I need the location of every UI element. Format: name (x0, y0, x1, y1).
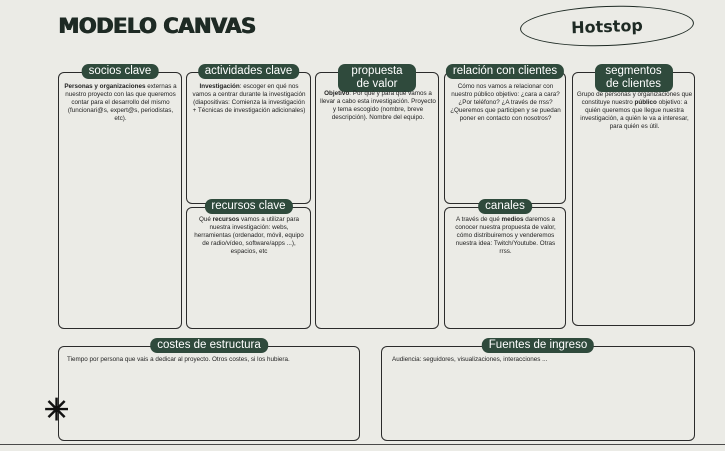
propuesta-valor-text (318, 90, 438, 122)
footer-divider (0, 444, 725, 445)
costes-estructura-box (58, 339, 360, 441)
recursos-clave-bold: recursos (212, 216, 240, 223)
recursos-clave-text (191, 216, 307, 256)
canales-bold: medios (501, 216, 524, 223)
page-title: MODELO CANVAS (58, 14, 256, 38)
actividades-clave-label: actividades clave (198, 64, 300, 79)
canales-pre: A través de qué (455, 216, 502, 223)
fuentes-ingreso-text: Audiencia: seguidores, visualizaciones, interacciones ... (392, 356, 548, 363)
propuesta-valor-box (315, 65, 439, 329)
brand-name: Hotstop (570, 15, 644, 37)
costes-estructura-label: costes de estructura (150, 338, 268, 353)
propuesta-valor-label: propuesta de valor (338, 64, 416, 92)
fuentes-ingreso-label: Fuentes de ingreso (482, 338, 594, 353)
segmentos-clientes-box (572, 65, 695, 326)
canales-box (444, 200, 566, 329)
segmentos-clientes-desc: objetivo: a quién queremos que llegue nuestra investigación, a quién le va a interesar, para quién es útil. (580, 99, 689, 130)
recursos-clave-label: recursos clave (204, 199, 292, 214)
recursos-clave-box (186, 200, 311, 329)
recursos-clave-desc: vamos a utilizar para nuestra investigación: webs, herramientas (ordenador, móvil, equipo de radio/vídeo, software/apps ...), espacios, etc (194, 216, 304, 255)
socios-clave-bold: Personas y organizaciones (64, 83, 146, 90)
socios-clave-label: socios clave (82, 64, 159, 79)
costes-estructura-text: Tiempo por persona que vais a dedicar al proyecto. Otros costes, si los hubiera. (67, 356, 290, 363)
asterisk-decoration-icon: ✳ (44, 394, 70, 427)
canales-label: canales (478, 199, 532, 214)
segmentos-clientes-bold: público (634, 99, 657, 106)
fuentes-ingreso-box (381, 339, 695, 441)
actividades-clave-box (186, 65, 311, 204)
segmentos-clientes-pre: Grupo de personas y organizaciones que constituye nuestro (576, 91, 693, 106)
recursos-clave-pre: Qué (198, 216, 213, 223)
relacion-clientes-label: relación con clientes (446, 64, 564, 79)
socios-clave-desc: externas a nuestro proyecto con las que queremos contar para el desarrollo del mismo (funcionari@s, expert@s, periodistas, etc). (65, 83, 177, 122)
propuesta-valor-bold: Objetivo (324, 90, 350, 97)
brand-oval (519, 3, 694, 49)
actividades-clave-text (191, 83, 307, 115)
canales-desc: daremos a conocer nuestra propuesta de valor, cómo distribuiremos y venderemos nuestra idea: Twitch/Youtube. Otras rrss. (455, 216, 556, 255)
relacion-clientes-text: Cómo nos vamos a relacionar con nuestro público objetivo: ¿cara a cara? ¿Por teléfono? ¿A través de rrss? ¿Queremos que participen y se puedan poner en contacto con nosotros? (450, 83, 561, 122)
canales-text (449, 216, 562, 256)
propuesta-valor-desc: : Por qué y para qué vamos a llevar a cabo esta investigación. Proyecto y tema escogido (nombre, breve descripción). Nombre del equipo. (320, 90, 436, 121)
socios-clave-text (63, 83, 178, 123)
actividades-clave-bold: Investigación (199, 83, 240, 90)
socios-clave-box (58, 65, 182, 329)
actividades-clave-desc: : escoger en qué nos vamos a centrar durante la investigación (diapositivas: Comienza la investigación + Técnicas de investigación adicionales) (192, 83, 306, 114)
relacion-clientes-box (444, 65, 566, 204)
segmentos-clientes-label: segmentos de clientes (595, 64, 673, 92)
segmentos-clientes-text (575, 91, 694, 131)
